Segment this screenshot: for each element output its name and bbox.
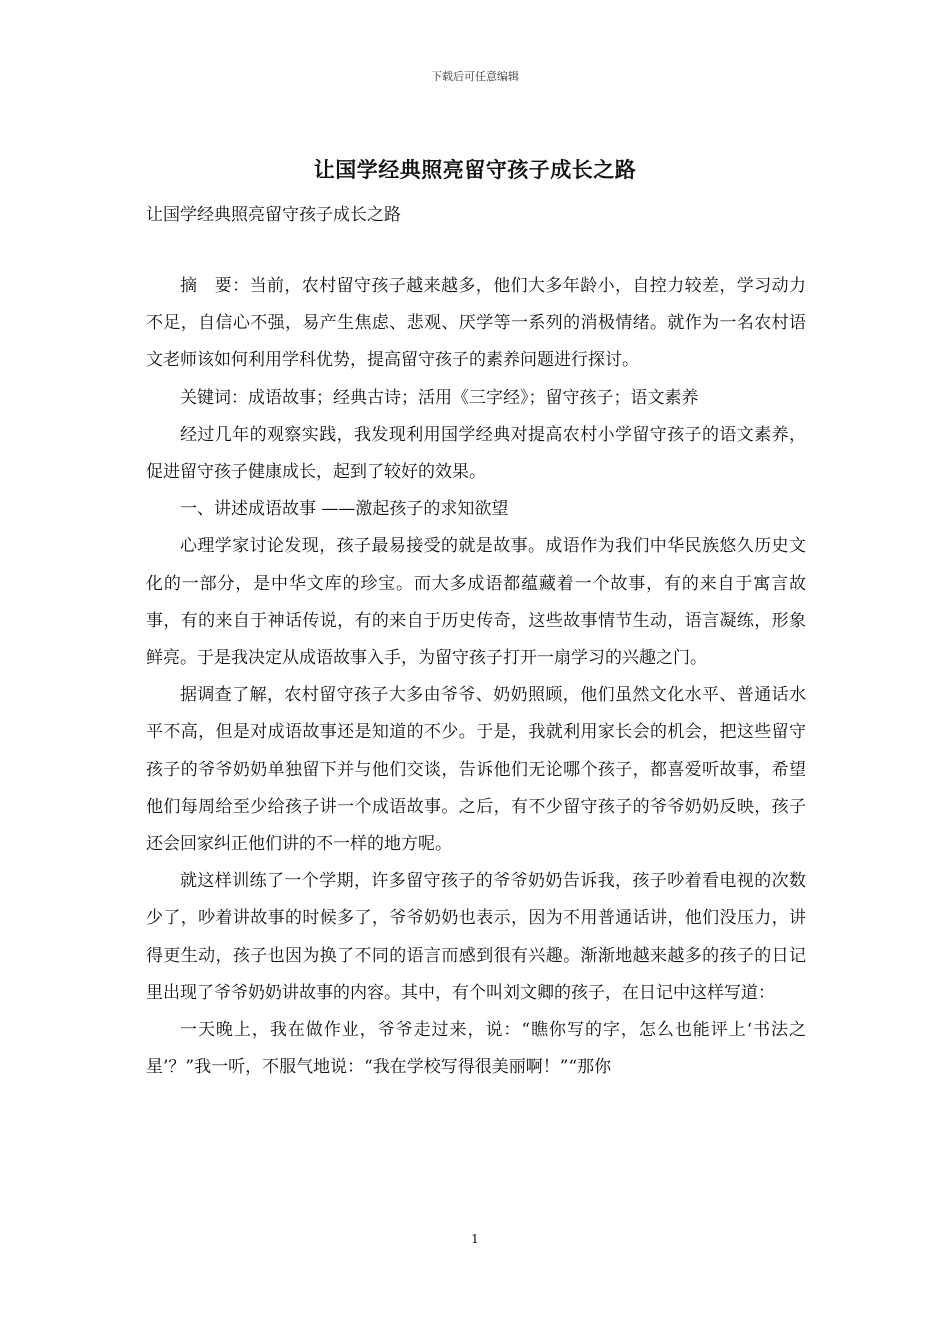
page-header: 下载后可任意编辑 [431,70,519,83]
section-heading: 一、讲述成语故事 ——激起孩子的求知欲望 [180,499,509,520]
body-paragraph: 一天晚上，我在做作业，爷爷走过来，说：“瞧你写的字，怎么也能评上‘书法之星’？”我一听，不服气地说：“我在学校写得很美丽啊！”“那你 [146,1020,806,1078]
document-subtitle: 让国学经典照亮留守孩子成长之路 [146,205,401,225]
body-paragraph: 就这样训练了一个学期，许多留守孩子的爷爷奶奶告诉我，孩子吵着看电视的次数少了，吵着讲故事的时候多了，爷爷奶奶也表示，因为不用普通话讲，他们没压力，讲得更生动，孩子也因为换了不同的语言而感到很有兴趣。渐渐地越来越多的孩子的日记里出现了爷爷奶奶讲故事的内容。其中，有个叫刘文卿的孩子，在日记中这样写道： [146,871,806,1003]
body-paragraph: 心理学家讨论发现，孩子最易接受的就是故事。成语作为我们中华民族悠久历史文化的一部分，是中华文库的珍宝。而大多成语都蕴藏着一个故事，有的来自于寓言故事，有的来自于神话传说，有的来自于历史传奇，这些故事情节生动，语言凝练，形象鲜亮。于是我决定从成语故事入手，为留守孩子打开一扇学习的兴趣之门。 [146,536,806,669]
abstract-paragraph: 摘 要：当前，农村留守孩子越来越多，他们大多年龄小，自控力较差，学习动力不足，自信心不强，易产生焦虑、悲观、厌学等一系列的消极情绪。就作为一名农村语文老师该如何利用学科优势，提高留守孩子的素养问题进行探讨。 [146,276,806,371]
body-paragraph: 据调查了解，农村留守孩子大多由爷爷、奶奶照顾，他们虽然文化水平、普通话水平不高，但是对成语故事还是知道的不少。于是，我就利用家长会的机会，把这些留守孩子的爷爷奶奶单独留下并与他们交谈，告诉他们无论哪个孩子，都喜爱听故事，希望他们每周给至少给孩子讲一个成语故事。之后，有不少留守孩子的爷爷奶奶反映，孩子还会回家纠正他们讲的不一样的地方呢。 [146,685,806,855]
body-paragraph: 经过几年的观察实践，我发现利用国学经典对提高农村小学留守孩子的语文素养，促进留守孩子健康成长，起到了较好的效果。 [146,424,806,483]
keywords-paragraph: 关键词：成语故事；经典古诗；活用《三字经》；留守孩子；语文素养 [180,387,699,408]
page-number: 1 [471,1232,479,1246]
document-title: 让国学经典照亮留守孩子成长之路 [313,157,637,182]
document-body [146,268,806,1086]
